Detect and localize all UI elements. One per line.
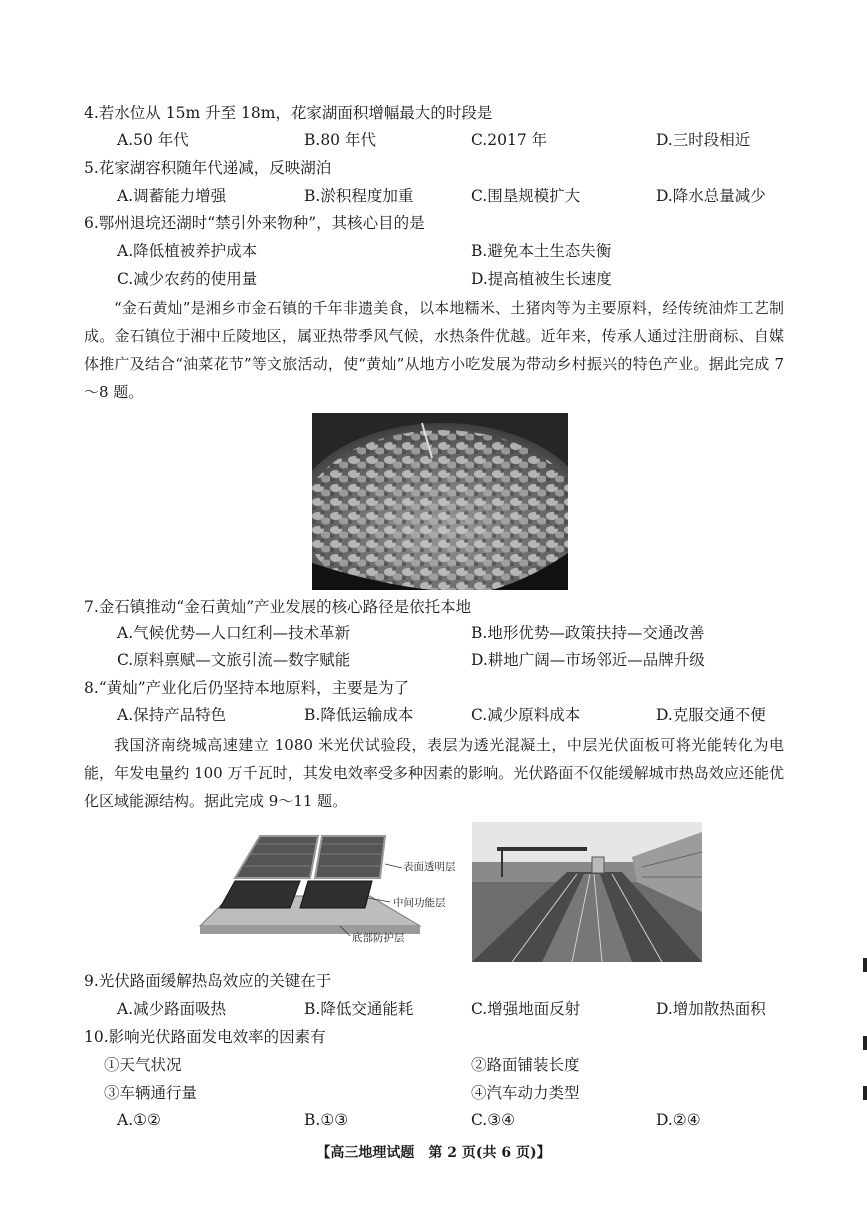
q8-option-b: B.降低运输成本 [304, 706, 414, 724]
q10-option-d: D.②④ [656, 1111, 701, 1129]
label-bottom-layer: 底部防护层 [352, 932, 405, 944]
huangcan-photo [312, 413, 568, 590]
q10-factor-4: ④汽车动力类型 [471, 1084, 580, 1102]
q5-option-a: A.调蓄能力增强 [117, 187, 227, 205]
q9-option-d: D.增加散热面积 [656, 1000, 766, 1018]
pv-road-layer-diagram [190, 826, 465, 956]
passage-huangcan: “金石黄灿”是湘乡市金石镇的千年非遗美食，以本地糯米、土猪肉等为主要原料，经传统油炸工艺制成。金石镇位于湘中丘陵地区，属亚热带季风气候，水热条件优越。近年来，传承人通过注册商标、自媒体推广及结合“油菜花节”等文旅活动，使“黄灿”从地方小吃发展为带动乡村振兴的特色产业。据此完成 7～8 题。 [84, 299, 784, 401]
q5-option-c: C.围垦规模扩大 [471, 187, 581, 205]
q9-option-c: C.增强地面反射 [471, 1000, 581, 1018]
q4-option-b: B.80 年代 [304, 131, 376, 149]
q10-factor-1: ①天气状况 [104, 1056, 182, 1074]
pv-highway-photo [472, 822, 702, 962]
scan-edge-mark [863, 1086, 867, 1100]
q7-option-d: D.耕地广阔—市场邻近—品牌升级 [471, 651, 705, 669]
q10-factor-2: ②路面铺装长度 [471, 1056, 580, 1074]
q6-option-d: D.提高植被生长速度 [471, 270, 612, 288]
q8-option-a: A.保持产品特色 [117, 706, 227, 724]
q5-option-d: D.降水总量减少 [656, 187, 766, 205]
q10-option-a: A.①② [117, 1111, 161, 1129]
q8-option-c: C.减少原料成本 [471, 706, 581, 724]
q6-option-c: C.减少农药的使用量 [117, 270, 258, 288]
page-footer: 【高三地理试题 第 2 页(共 6 页)】 [316, 1145, 551, 1161]
q4-stem: 4.若水位从 15m 升至 18m，花家湖面积增幅最大的时段是 [84, 104, 493, 122]
q4-option-d: D.三时段相近 [656, 131, 751, 149]
q10-option-c: C.③④ [471, 1111, 516, 1129]
q6-option-b: B.避免本土生态失衡 [471, 242, 612, 260]
q7-option-a: A.气候优势—人口红利—技术革新 [117, 624, 351, 642]
q8-stem: 8.“黄灿”产业化后仍坚持本地原料，主要是为了 [84, 679, 410, 697]
scan-edge-mark [863, 1036, 867, 1050]
passage-pv-road: 我国济南绕城高速建立 1080 米光伏试验段，表层为透光混凝土，中层光伏面板可将光能转化为电能，年发电量约 100 万千瓦时，其发电效率受多种因素的影响。光伏路面不仅能缓解城市热岛效应还能优化区域能源结构。据此完成 9～11 题。 [84, 736, 784, 810]
q10-option-b: B.①③ [304, 1111, 349, 1129]
q10-stem: 10.影响光伏路面发电效率的因素有 [84, 1028, 326, 1046]
label-top-layer: 表面透明层 [403, 861, 456, 873]
q4-option-c: C.2017 年 [471, 131, 548, 149]
q5-option-b: B.淤积程度加重 [304, 187, 414, 205]
label-middle-layer: 中间功能层 [393, 897, 446, 909]
q7-option-b: B.地形优势—政策扶持—交通改善 [471, 624, 705, 642]
q9-stem: 9.光伏路面缓解热岛效应的关键在于 [84, 972, 332, 990]
q6-option-a: A.降低植被养护成本 [117, 242, 258, 260]
q10-factor-3: ③车辆通行量 [104, 1084, 198, 1102]
q9-option-a: A.减少路面吸热 [117, 1000, 227, 1018]
q6-stem: 6.鄂州退垸还湖时“禁引外来物种”，其核心目的是 [84, 214, 425, 232]
q7-stem: 7.金石镇推动“金石黄灿”产业发展的核心路径是依托本地 [84, 598, 472, 616]
q5-stem: 5.花家湖容积随年代递减，反映湖泊 [84, 159, 332, 177]
q8-option-d: D.克服交通不便 [656, 706, 766, 724]
q7-option-c: C.原料禀赋—文旅引流—数字赋能 [117, 651, 351, 669]
q9-option-b: B.降低交通能耗 [304, 1000, 414, 1018]
q4-option-a: A.50 年代 [117, 131, 189, 149]
scan-edge-mark [863, 958, 867, 972]
